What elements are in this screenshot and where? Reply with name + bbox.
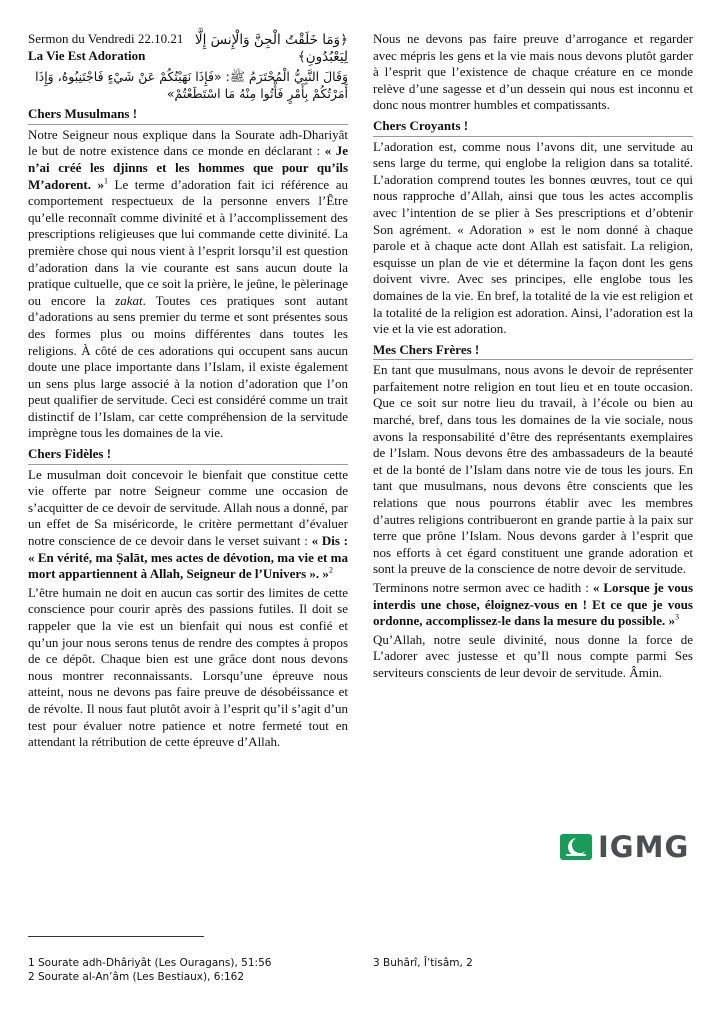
footnote-divider (28, 936, 204, 937)
zakat-term: zakat (115, 292, 143, 308)
text-span: Le musulman doit concevoir le bienfait que constitue cette vie offerte par notre Seigneur comme une occasion de s’acquitter de ce devoir de servitude. Allah nous a donné, par un effet de Sa miséricorde, le critère permettant d’évaluer notre conscience de ce devoir dans le verset suivant : (28, 466, 348, 549)
footnote-2: 2 Sourate al-An’âm (Les Bestiaux), 6:162 (28, 971, 245, 983)
paragraph-intro (28, 127, 348, 442)
paragraph-closing-prayer: Qu’Allah, notre seule divinité, nous donne la force de L’adorer avec justesse et qu’Il nous compte parmi Ses serviteurs conscients de leur devoir de servitude. Âmin. (373, 631, 693, 680)
arabic-verse: ﴿وَمَا خَلَقْتُ الْجِنَّ وَالْإِنسَ إِلَّا لِيَعْبُدُونِ﴾ (194, 32, 348, 66)
igmg-logo (560, 830, 692, 864)
footnote-ref-1: 1 (104, 176, 108, 186)
paragraph-etre-humain: L’être humain ne doit en aucun cas sortir des limites de cette conscience pour courir après des passions futiles. Il doit se rappeler que la vie est un bienfait qui nous est confié et qu’un jour nous serons tenus de rendre des comptes à propos de ce dépôt. Chaque bien est une grâce dont nous devons nous montrer reconnaissants. Lorsqu’une épreuve nous atteint, nous ne devons pas faire preuve de désobéissance et de révolte. Il nous faut plutôt avoir à l’esprit qu’il s’agit d’un test pour évaluer notre patience et notre fermeté tout en attendant la rétribution de cette épreuve d’Allah. (28, 584, 348, 750)
quran-quote-1: « Je n’ai créé les djinns et les hommes que pour qu’ils M’adorent. » (28, 143, 348, 192)
footnote-1: 1 Sourate adh-Dhâriyât (Les Ouragans), 51:56 (28, 957, 272, 969)
paragraph-arrogance: Nous ne devons pas faire preuve d’arrogance et regarder avec mépris les gens et la vie mais nous devons plutôt garder à l’esprit que l’existence de chaque créature en ce monde relève d’une sagesse et d’un dessein qui nous est inconnu et donc nous montrer humbles et compatissants. (373, 31, 693, 113)
sermon-title: La Vie Est Adoration (28, 47, 146, 63)
paragraph-musulmans-devoir: En tant que musulmans, nous avons le devoir de représenter parfaitement notre religion en tout lieu et en toute occasion. Que ce soit sur notre lieu du travail, à l’école ou bien au marché, bref, dans tous les domaines de la vie sociale, nous avons la responsabilité d’être des représentants exemplaires de l’Islam. Nous devons être des ambassadeurs de la beauté et de la bonté de l’Islam dans notre vie de tous les jours. En tant que musulmans, nous devons être conscients que les relations que nous pourrons établir avec les membres d’autres religions contribueront en grande partie à la paix sur terre que prône l’Islam. Nous devons garder à l’esprit que nos efforts à cet égard constituent une grande adoration et sont la preuve de la conscience de notre devoir de servitude. (373, 362, 693, 577)
footnote-3: 3 Buhârî, Î’tisâm, 2 (373, 957, 473, 969)
igmg-logo-text: IGMG (598, 830, 690, 864)
footnotes-left (28, 956, 348, 984)
section-heading-fideles: Chers Fidèles ! (28, 446, 348, 465)
text-span: . Toutes ces pratiques sont autant d’adorations au sens premier du terme et sont présentes sous des formes plus ou moins différentes dans toutes les religions. À côté de ces adorations qui occupent sans aucun doute une place importante dans l’Islam, il existe également un sens plus large associé à la notion d’adoration que l’on peut qualifier de servitude. Ceci est considéré comme un trait distinctif de l’Islam, car cette compréhension de la servitude imprègne tous les domaines de la vie. (28, 292, 348, 441)
text-span: Notre Seigneur nous explique dans la Sourate adh-Dhariyât le but de notre existence dans ce monde en déclarant : (28, 126, 348, 159)
footnote-ref-3: 3 (675, 612, 680, 622)
quran-quote-2: « Dis : « En vérité, ma Ṣalāt, mes actes de dévotion, ma vie et ma mort appartiennent à Allah, Seigneur de l’Univers ». » (28, 533, 349, 582)
paragraph-adoration: L’adoration est, comme nous l’avons dit, une servitude au sens large du terme, qui englobe la religion dans sa totalité. L’adoration comprend toutes les bonnes œuvres, tout ce qui nous rapproche d’Allah, ainsi que tous les actes accomplis avec l’intention de se plier à Ses prescriptions et d’obtenir Son agrément. « Adoration » est le nom donné à chaque parole et à chaque acte dont Allah est satisfait. La religion, esquisse un plan de vie et détermine la façon dont les gens doivent vivre. Avec ses principes, elle englobe tous les domaines de la vie. En bref, la totalité de la vie est religion et la totalité de la religion est adoration. Ainsi, l’adoration est la vie et la vie est adoration. (373, 138, 693, 337)
section-heading-croyants: Chers Croyants ! (373, 118, 693, 137)
footnotes-right (373, 956, 693, 970)
right-column (373, 31, 693, 682)
section-heading-freres: Mes Chers Frères ! (373, 342, 693, 361)
left-column (28, 31, 348, 751)
paragraph-bienfait (28, 467, 348, 583)
hadith-quote: « Lorsque je vous interdis une chose, éloignez-vous en ! Et ce que je vous ordonne, accomplissez-le dans la mesure du possible. » (373, 580, 693, 629)
paragraph-hadith (373, 580, 693, 630)
section-heading-musulmans: Chers Musulmans ! (28, 106, 348, 125)
sermon-date: Sermon du Vendredi 22.10.21 (28, 31, 184, 46)
text-span: Terminons notre sermon avec ce hadith : (373, 580, 593, 595)
igmg-logo-mark-icon (560, 834, 592, 860)
footnote-ref-2: 2 (328, 565, 333, 575)
text-span: Le terme d’adoration fait ici référence au comportement respectueux de la personne envers l’Être qu’elle reconnaît comme divinité et à l’accomplissement des prescriptions religieuses que lui commande cette divinité. La première chose qui nous vient à l’esprit lorsqu’il est question d’adoration dans la vie courante est sans aucun doute la pratique cultuelle, que ce soit la prière, le jeûne, le pèlerinage ou encore la (28, 176, 348, 308)
arabic-hadith: وَقَالَ النَّبِيُّ الْمُحْتَرَمُ ﷺ: «فَإِذَا نَهَيْتُكُمْ عَنْ شَيْءٍ فَاجْتَنِبُوهُ، وَإِذَا أَمَرْتُكُمْ بِأَمْرٍ فَأْتُوا مِنْهُ مَا اسْتَطَعْتُمْ» (35, 69, 348, 102)
